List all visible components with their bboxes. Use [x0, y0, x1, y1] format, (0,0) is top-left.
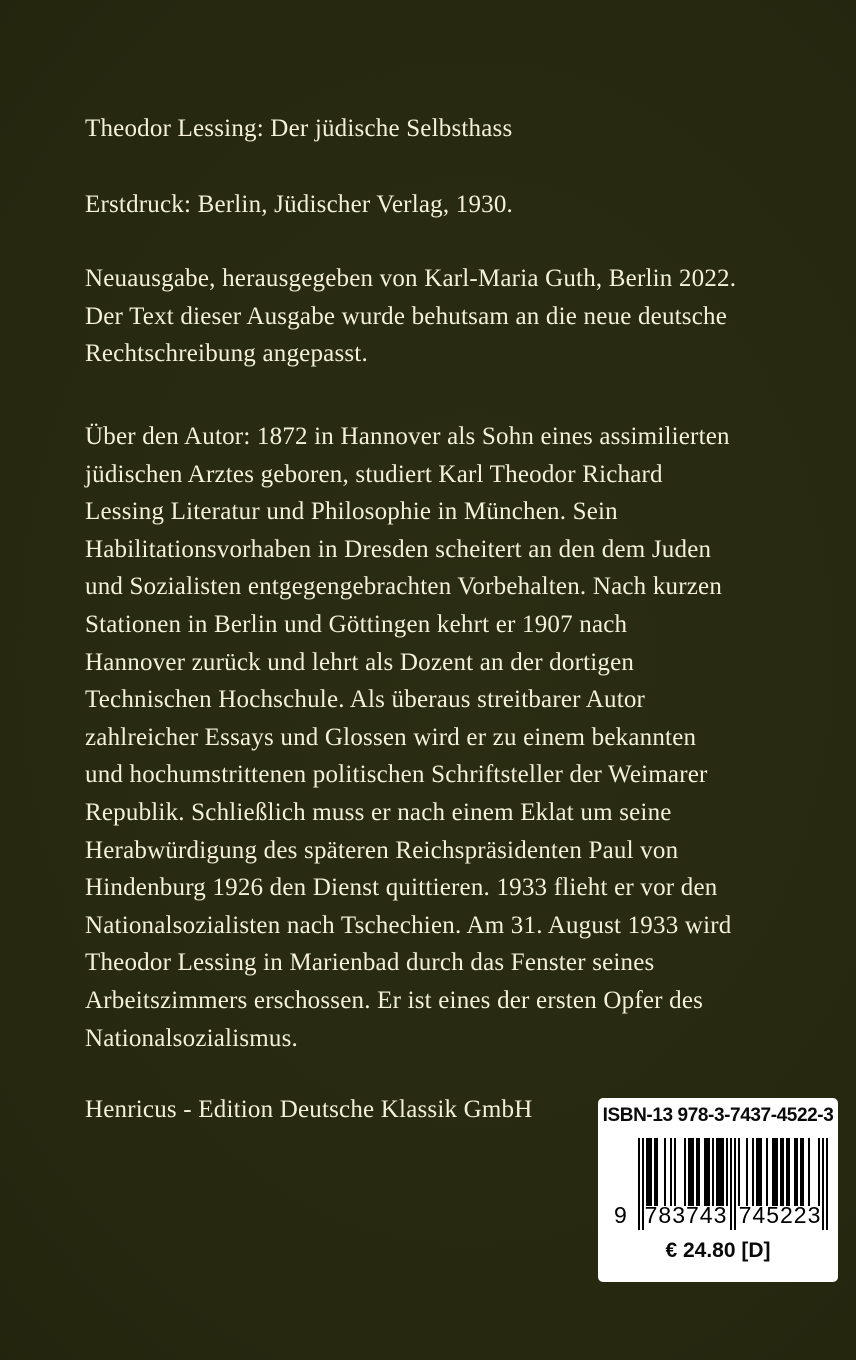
barcode-digit-group-1: 783743 [644, 1202, 728, 1228]
text-line: Theodor Lessing in Marienbad durch das Fenster seines [85, 949, 655, 977]
text-line: Habilitationsvorhaben in Dresden scheitert an den dem Juden [85, 535, 712, 563]
text-line: Republik. Schließlich muss er nach einem Eklat um seine [85, 798, 672, 826]
price-label: € 24.80 [D] [665, 1239, 771, 1262]
text-line: Nationalsozialismus. [85, 1024, 298, 1052]
ean13-barcode [608, 1138, 828, 1234]
text-line: Stationen in Berlin und Göttingen kehrt er 1907 nach [85, 610, 628, 638]
about-author-paragraph [85, 418, 732, 1057]
publisher-line: Henricus - Edition Deutsche Klassik GmbH [85, 1096, 533, 1123]
text-line: zahlreicher Essays und Glossen wird er zu einem bekannten [85, 723, 697, 751]
isbn-number-label: ISBN-13 978-3-7437-4522-3 [602, 1105, 834, 1126]
text-line: Der Text dieser Ausgabe wurde behutsam an die neue deutsche [85, 302, 728, 330]
barcode-digit-left: 9 [614, 1202, 628, 1228]
text-line: Neuausgabe, herausgegeben von Karl-Maria Guth, Berlin 2022. [85, 265, 737, 292]
text-line: und hochumstrittenen politischen Schriftsteller der Weimarer [85, 761, 708, 789]
edition-note-paragraph [85, 260, 736, 373]
barcode-digit-group-2: 745223 [738, 1202, 822, 1228]
text-line: Hannover zurück und lehrt als Dozent an der dortigen [85, 648, 635, 676]
text-line: und Sozialisten entgegengebrachten Vorbehalten. Nach kurzen [85, 573, 723, 601]
text-line: Hindenburg 1926 den Dienst quittieren. 1933 flieht er vor den [85, 874, 718, 902]
text-line: Lessing Literatur und Philosophie in München. Sein [85, 498, 618, 526]
isbn-sticker [598, 1098, 838, 1282]
book-title-line: Theodor Lessing: Der jüdische Selbsthass [85, 115, 513, 142]
text-line: Herabwürdigung des späteren Reichspräsidenten Paul von [85, 836, 679, 864]
text-line: Nationalsozialisten nach Tschechien. Am 31. August 1933 wird [85, 911, 732, 939]
text-line: Arbeitszimmers erschossen. Er ist eines der ersten Opfer des [85, 986, 704, 1014]
text-line: jüdischen Arztes geboren, studiert Karl Theodor Richard [85, 460, 663, 488]
first-print-line: Erstdruck: Berlin, Jüdischer Verlag, 1930. [85, 191, 513, 218]
text-line: Technischen Hochschule. Als überaus streitbarer Autor [85, 686, 646, 714]
text-line: Über den Autor: 1872 in Hannover als Sohn eines assimilierten [85, 423, 730, 450]
text-line: Rechtschreibung angepasst. [85, 340, 368, 368]
barcode-module [826, 1138, 828, 1230]
